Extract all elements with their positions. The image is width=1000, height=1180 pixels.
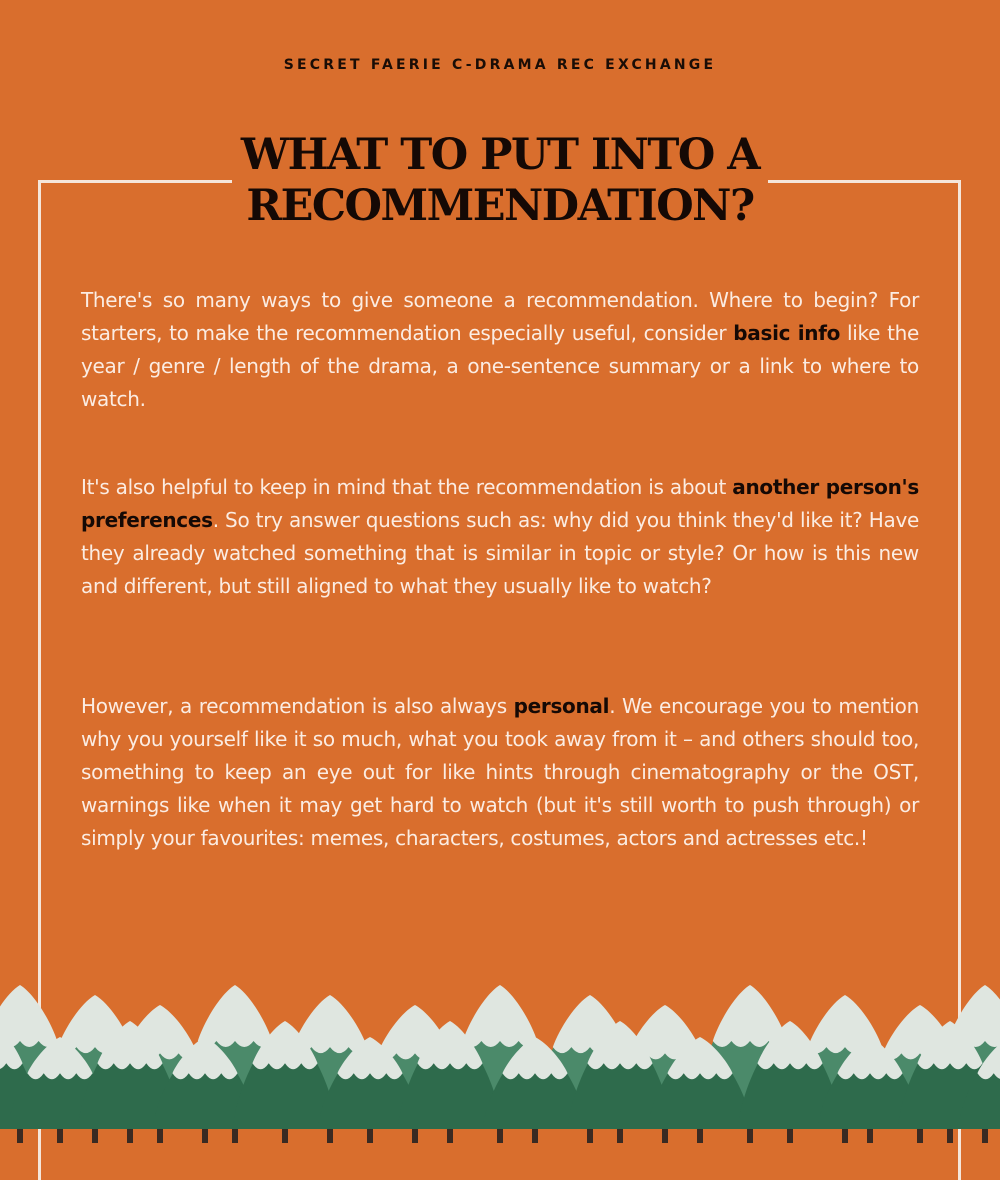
paragraph-text: However, a recommendation is also always bbox=[81, 694, 514, 718]
paragraph-text: . So try answer questions such as: why did you think they'd like it? Have they already watched something that is similar in topic or style? Or how is this new and different, but still aligned to what they usually like to watch? bbox=[81, 508, 919, 598]
title-line-1: WHAT TO PUT INTO A bbox=[241, 130, 759, 180]
paragraph-text: like the year / genre / length of the drama, a one-sentence summary or a link to where to watch. bbox=[81, 321, 919, 411]
paragraph-text: . We encourage you to mention why you yourself like it so much, what you took away from it – and others should too, something to keep an eye out for like hints through cinematography or the OST, warnings like when it may get hard to watch (but it's still worth to push through) or simply your favourites: memes, characters, costumes, actors and actresses etc.! bbox=[81, 694, 919, 850]
paragraph-highlight: another person's preferences bbox=[81, 475, 919, 532]
title-line-2: RECOMMENDATION? bbox=[246, 181, 753, 231]
paragraph-personal bbox=[81, 690, 919, 855]
paragraph-highlight: basic info bbox=[733, 321, 840, 345]
paragraph-preferences bbox=[81, 471, 919, 603]
kicker-heading: SECRET FAERIE C-DRAMA REC EXCHANGE bbox=[0, 57, 1000, 73]
paragraph-text: It's also helpful to keep in mind that the recommendation is about bbox=[81, 475, 732, 499]
paragraph-basic-info bbox=[81, 284, 919, 416]
page-title bbox=[232, 130, 768, 232]
paragraph-text: There's so many ways to give someone a recommendation. Where to begin? For starters, to make the recommendation especially useful, consider bbox=[81, 288, 919, 345]
snowy-pine-forest-icon bbox=[0, 975, 1000, 1143]
paragraph-highlight: personal bbox=[514, 694, 610, 718]
